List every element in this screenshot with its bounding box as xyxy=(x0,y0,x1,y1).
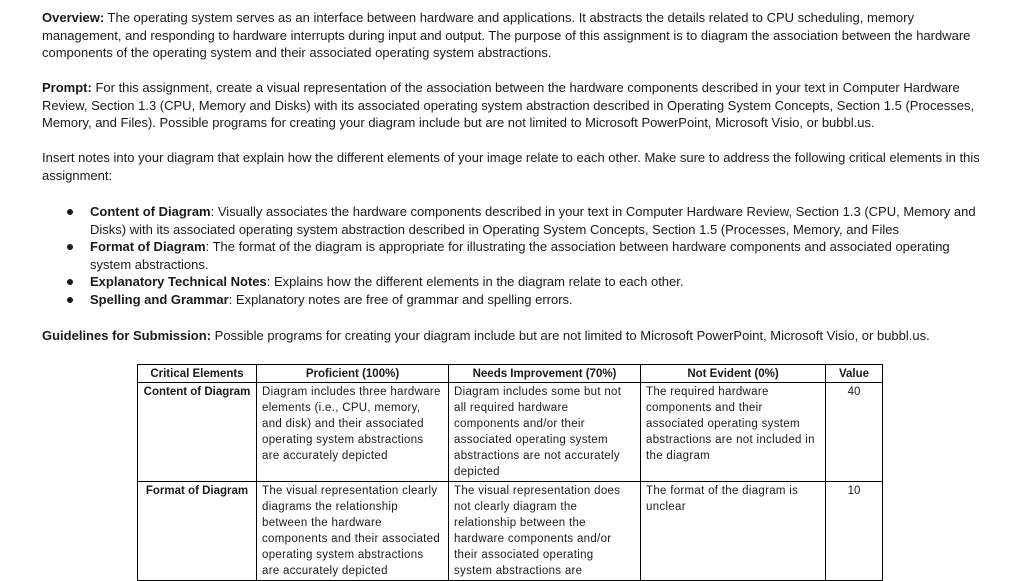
value-cell: 10 xyxy=(826,482,883,581)
value-cell: 40 xyxy=(826,383,883,482)
guidelines-paragraph xyxy=(42,327,992,345)
notes-intro-paragraph: Insert notes into your diagram that explain how the different elements of your image relate to each other. Make sure to address the following critical elements in this assignment: xyxy=(42,150,980,183)
table-row xyxy=(138,482,883,581)
rubric-header-row xyxy=(138,365,883,383)
proficient-cell: The visual representation clearly diagrams the relationship between the hardware components and their associated operating system abstractions are accurately depicted xyxy=(257,482,449,581)
list-item xyxy=(42,291,992,309)
prompt-label: Prompt: xyxy=(42,80,92,95)
header-needs-improvement: Needs Improvement (70%) xyxy=(449,365,641,383)
list-item xyxy=(42,238,992,273)
critical-element-cell: Content of Diagram xyxy=(138,383,257,482)
header-value: Value xyxy=(826,365,883,383)
guidelines-label: Guidelines for Submission: xyxy=(42,328,212,343)
critical-elements-list xyxy=(42,203,992,308)
proficient-cell: Diagram includes three hardware elements (i.e., CPU, memory, and disk) and their associated operating system abstractions are accurately depicted xyxy=(257,383,449,482)
guidelines-text: Possible programs for creating your diagram include but are not limited to Microsoft PowerPoint, Microsoft Visio, or bubbl.us. xyxy=(211,328,930,343)
prompt-paragraph xyxy=(42,79,992,132)
not-evident-cell: The required hardware components and their associated operating system abstractions are not included in the diagram xyxy=(641,383,826,482)
bullet-text: : Explanatory notes are free of grammar and spelling errors. xyxy=(228,291,573,307)
bullet-text: : The format of the diagram is appropriate for illustrating the association between hardware components and associated operating system abstractions. xyxy=(90,239,950,272)
table-row xyxy=(138,383,883,482)
header-not-evident: Not Evident (0%) xyxy=(641,365,826,383)
rubric-table xyxy=(137,364,883,581)
bullet-label: Format of Diagram xyxy=(90,239,206,254)
overview-label: Overview: xyxy=(42,10,105,25)
needs-improvement-cell: The visual representation does not clearly diagram the relationship between the hardware components and/or their associated operating system abstractions are xyxy=(449,482,641,581)
prompt-text: For this assignment, create a visual representation of the association between the hardware components described in your text in Computer Hardware Review, Section 1.3 (CPU, Memory and Disks) with its associated operating system abstraction described in Operating System Concepts, Section 1.5 (Processes, Memory, and Files). Possible programs for creating your diagram include but are not limited to Microsoft PowerPoint, Microsoft Visio, or bubbl.us. xyxy=(42,80,975,130)
overview-paragraph xyxy=(42,9,992,62)
not-evident-cell: The format of the diagram is unclear xyxy=(641,482,826,581)
list-item xyxy=(42,273,992,291)
overview-text: The operating system serves as an interface between hardware and applications. It abstracts the details related to CPU scheduling, memory management, and responding to hardware interrupts during input and output. The purpose of this assignment is to diagram the association between the hardware components of the operating system and their associated operating system abstractions. xyxy=(42,10,971,60)
header-critical-elements: Critical Elements xyxy=(138,365,257,383)
bullet-label: Explanatory Technical Notes xyxy=(90,274,267,289)
header-proficient: Proficient (100%) xyxy=(257,365,449,383)
needs-improvement-cell: Diagram includes some but not all required hardware components and/or their associated operating system abstractions are not accurately depicted xyxy=(449,383,641,482)
critical-element-cell: Format of Diagram xyxy=(138,482,257,581)
list-item xyxy=(42,203,992,238)
bullet-text: : Explains how the different elements in the diagram relate to each other. xyxy=(266,274,684,289)
bullet-label: Spelling and Grammar xyxy=(90,291,229,307)
bullet-label: Content of Diagram xyxy=(90,204,211,219)
bullet-text: : Visually associates the hardware components described in your text in Computer Hardware Review, Section 1.3 (CPU, Memory and Disks) with its associated operating system abstraction described in Operating System Concepts, Section 1.5 (Processes, Memory, and Files xyxy=(90,204,976,237)
